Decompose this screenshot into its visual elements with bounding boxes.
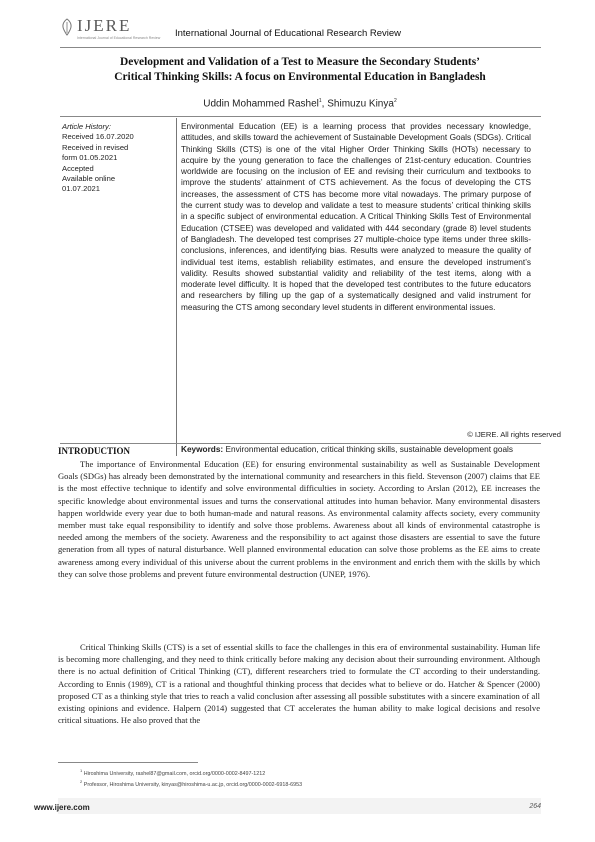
page-number: 264 [529,803,541,810]
paper-title [55,55,545,84]
logo-text: IJERE [77,16,132,35]
author-1-affiliation: 1 [318,98,322,104]
footnote-1 [80,767,302,778]
author-2-affiliation: 2 [393,98,397,104]
footnote-2 [80,778,302,789]
keywords [181,444,531,455]
history-line: 01.07.2021 [62,184,101,194]
footnote-2-text: Professor, Hiroshima University, kinyas@hiroshima-u.ac.jp, orcid.org/0000-0002-6918-6953 [82,782,303,789]
article-history [62,122,172,195]
footnote-1-mark: 1 [80,768,83,773]
page-header [60,16,540,46]
footnote-divider [58,762,198,763]
journal-logo [60,16,160,46]
history-line: form 01.05.2021 [62,153,118,163]
author-1: Uddin Mohammed Rashel [203,98,319,110]
header-divider [60,47,541,48]
footer-url-link[interactable]: www.ijere.com [34,803,90,812]
history-line: Received 16.07.2020 [62,132,134,142]
history-line: Available online [62,174,116,184]
abstract-column-divider [176,118,177,456]
abstract-top-divider [60,116,541,117]
footnotes [80,767,302,790]
journal-name: International Journal of Educational Research Review [175,28,402,39]
history-line: Received in revised [62,142,129,152]
logo-tagline: International Journal of Educational Research Review [77,36,161,40]
author-list [55,98,545,109]
intro-paragraph-1: The importance of Environmental Education (EE) for ensuring environmental sustainability as well as Sustainable Development Goals (SDGs) has already been demonstrated by the international community and researchers in this field. Stevenson (2007) claims that EE is the most effective technique to identify and solve environmental difficulties in society. According to Arslan (2012), EE increases the specific knowledge about environmental issues and turns the conservational attitudes into human behavior. Many environmental disasters happen worldwide every year due to both human-made and natural reasons. As environmental calamity affects society, every community member must take equal responsibility to identify and solve those problems. Awareness about all kinds of environmental catastrophe is needed among the members of the society. Awareness and the responsibility to act against those disasters are essential to save the future generation from all types of natural disturbance. Well planned environmental education can solve those problems as the EE aims to create awareness among every individual of this universe about the current problems in the environment and enrich them with the skills by which they can solve those problems and prevent future environmental destruction (UNEP, 1976). [58,459,540,579]
author-separator: , [321,98,328,110]
section-heading-introduction: INTRODUCTION [58,446,131,456]
keywords-text: Environmental education, critical thinking skills, sustainable development goals [223,445,514,454]
logo-mark-icon [60,18,74,36]
copyright-notice: © IJERE. All rights reserved [467,430,561,439]
author-2: Shimuzu Kinya [327,98,394,110]
title-line-1: Development and Validation of a Test to Measure the Secondary Students’ [120,56,480,68]
title-line-2: Critical Thinking Skills: A focus on Environmental Education in Bangladesh [114,70,486,83]
history-line: Accepted [62,163,94,173]
footnote-2-mark: 2 [80,779,83,785]
footnote-1-text: Hiroshima University, rashel87@gmail.com, orcid.org/0000-0002-8497-1212 [82,770,266,777]
keywords-label: Keywords: [181,445,224,454]
footer-bar [58,798,541,814]
intro-paragraph-2: Critical Thinking Skills (CTS) is a set of essential skills to face the challenges in this era of environmental sustainability. Human life is becoming more challenging, and they need to think critically before making any decision about their surrounding environment. Although there is no actual definition of Critical Thinking (CT), different researchers tried to formulate the CT according to their understanding. According to Ennis (1989), CT is a rational and thoughtful thinking process that decides what to believe or do. Hatcher & Spencer (2000) proposed CT as a thinking style that tries to reach a valid conclusion after assessing all possible substitutes with a sincere examination of all existing opinions and evidence. Halpern (2014) suggested that CT accelerates the human ability to make logical decisions and resolve critical situations. He also proved that the [58,642,540,726]
history-heading: Article History: [62,122,111,131]
abstract-bottom-divider [60,443,541,444]
abstract-text: Environmental Education (EE) is a learning process that provides necessary knowledge, attitudes, and skills toward the achievement of Sustainable Development Goals (SDGs). Critical Thinking Skills (CTS) is one of the vital Higher Order Thinking Skills (HOTs) necessary to acquire by the young generation to face the challenges of 21st-century education. Countries worldwide are focusing on the inclusion of EE and revising their curriculum and textbooks to improve the students’ attainment of CTS achievement. As the focus of developing the CTS increases, the assessment of CTS has become more vital nowadays. The primary purpose of the current study was to develop and validate a test to measure students’ critical thinking skills in a specific subject of environmental education. A Critical Thinking Skills Test of Environmental Education (CTSEE) was developed and validated with 444 secondary (grade 8) level students of Bangladesh. The developed test comprises 27 multiple-choice type items under three skills-conclusions, inferences, and identifying bias. Results were analyzed to measure the quality of individual test items, establish reliability estimates, and ensure the developed instrument’s validity. Results showed substantial validity and reliability of the test items, along with a moderate level difficulty. It is hoped that the developed test contributes to the future educators and researchers by filling up the gap of a systematically designed and valid instrument for measuring the CTS among secondary level students in different environmental issues. [181,122,531,312]
